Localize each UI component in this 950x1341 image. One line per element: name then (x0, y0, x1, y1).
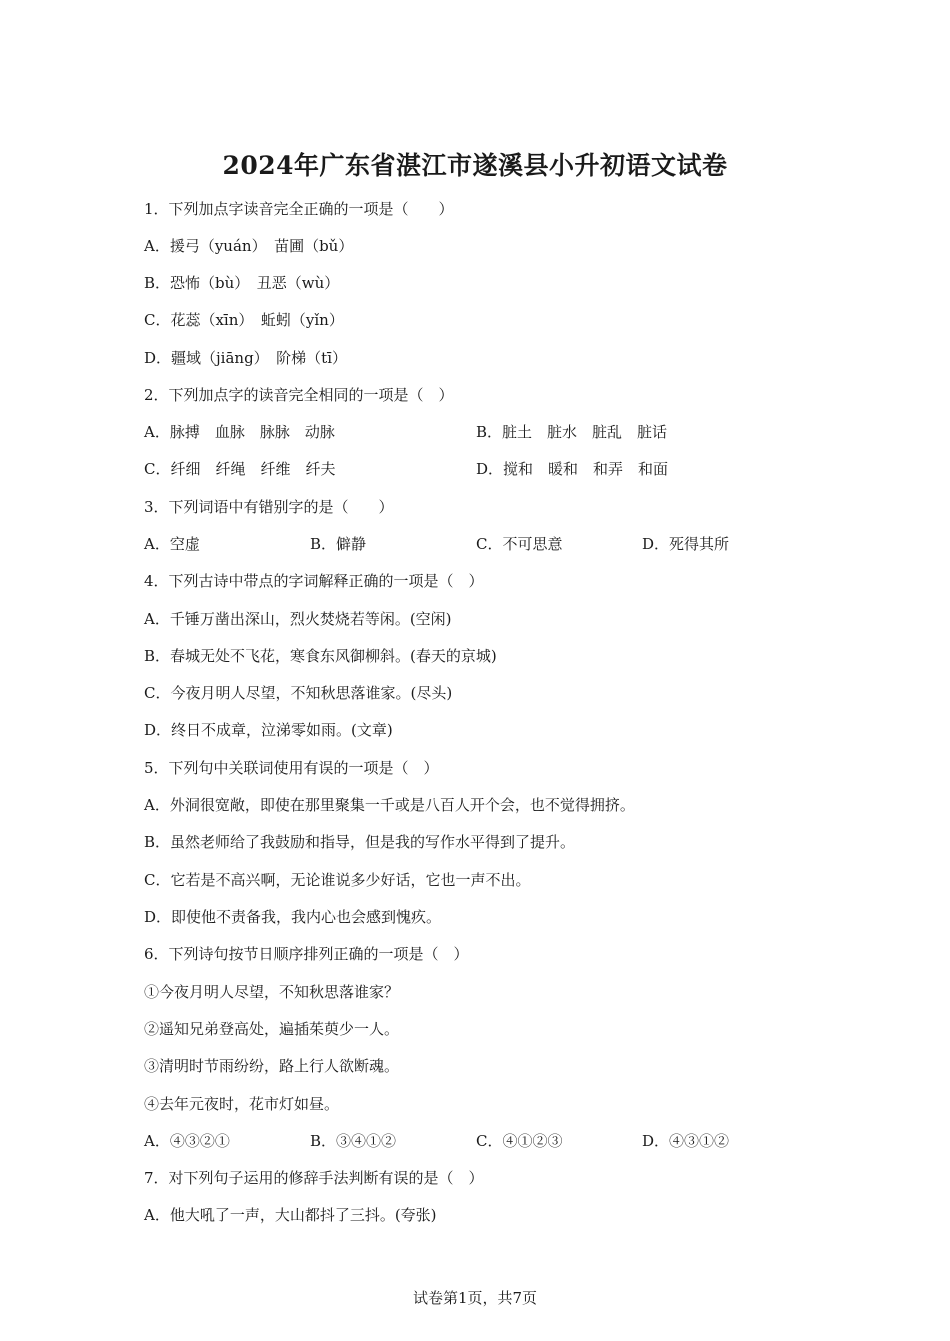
question-6-line-4: ④去年元夜时，花市灯如昼。 (144, 1095, 340, 1113)
question-2-option-b: B．脏土 脏水 脏乱 脏话 (476, 423, 668, 441)
page-footer: 试卷第1页，共7页 (412, 1289, 538, 1307)
question-4-stem: 4．下列古诗中带点的字词解释正确的一项是（ ） (144, 572, 484, 590)
page-title: 2024年广东省湛江市遂溪县小升初语文试卷 (222, 151, 728, 180)
question-6-option-d: D．④③①② (642, 1132, 730, 1150)
question-4-option-b: B．春城无处不飞花，寒食东风御柳斜。(春天的京城) (144, 647, 497, 665)
question-5-option-c: C．它若是不高兴啊，无论谁说多少好话，它也一声不出。 (144, 871, 531, 889)
question-1-option-b: B．恐怖（bù） 丑恶（wù） (144, 274, 340, 292)
question-5-option-d: D．即使他不责备我，我内心也会感到愧疚。 (144, 908, 442, 926)
question-7-stem: 7．对下列句子运用的修辞手法判断有误的是（ ） (144, 1169, 484, 1187)
question-1-option-d: D．疆域（jiāng） 阶梯（tī） (144, 349, 348, 367)
question-1-option-a: A．援弓（yuán） 苗圃（bǔ） (144, 237, 354, 255)
question-3-option-b: B．僻静 (310, 535, 367, 553)
question-5-option-a: A．外洞很宽敞，即使在那里聚集一千或是八百人开个会，也不觉得拥挤。 (144, 796, 635, 814)
question-5-stem: 5．下列句中关联词使用有误的一项是（ ） (144, 759, 439, 777)
question-3-stem: 3．下列词语中有错别字的是（ ） (144, 498, 394, 516)
question-6-option-b: B．③④①② (310, 1132, 397, 1150)
question-4-option-d: D．终日不成章，泣涕零如雨。(文章) (144, 721, 393, 739)
question-5-option-b: B．虽然老师给了我鼓励和指导，但是我的写作水平得到了提升。 (144, 833, 576, 851)
question-3-option-d: D．死得其所 (642, 535, 730, 553)
question-2-option-d: D．搅和 暖和 和弄 和面 (476, 460, 669, 478)
question-6-line-2: ②遥知兄弟登高处，遍插茱萸少一人。 (144, 1020, 400, 1038)
question-6-line-3: ③清明时节雨纷纷，路上行人欲断魂。 (144, 1057, 400, 1075)
question-1-stem: 1．下列加点字读音完全正确的一项是（ ） (144, 200, 454, 218)
question-6-stem: 6．下列诗句按节日顺序排列正确的一项是（ ） (144, 945, 469, 963)
question-2-option-c: C．纤细 纤绳 纤维 纤夫 (144, 460, 336, 478)
question-2-stem: 2．下列加点字的读音完全相同的一项是（ ） (144, 386, 454, 404)
question-6-option-c: C．④①②③ (476, 1132, 563, 1150)
question-1-option-c: C．花蕊（xīn） 蚯蚓（yǐn） (144, 311, 344, 329)
question-2-option-a: A．脉搏 血脉 脉脉 动脉 (144, 423, 335, 441)
question-4-option-a: A．千锤万凿出深山，烈火焚烧若等闲。(空闲) (144, 610, 452, 628)
question-7-option-a: A．他大吼了一声，大山都抖了三抖。(夸张) (144, 1206, 437, 1224)
question-4-option-c: C．今夜月明人尽望，不知秋思落谁家。(尽头) (144, 684, 453, 702)
question-3-option-a: A．空虚 (144, 535, 200, 553)
question-6-line-1: ①今夜月明人尽望，不知秋思落谁家？ (144, 983, 400, 1001)
question-3-option-c: C．不可思意 (476, 535, 563, 553)
question-6-option-a: A．④③②① (144, 1132, 230, 1150)
